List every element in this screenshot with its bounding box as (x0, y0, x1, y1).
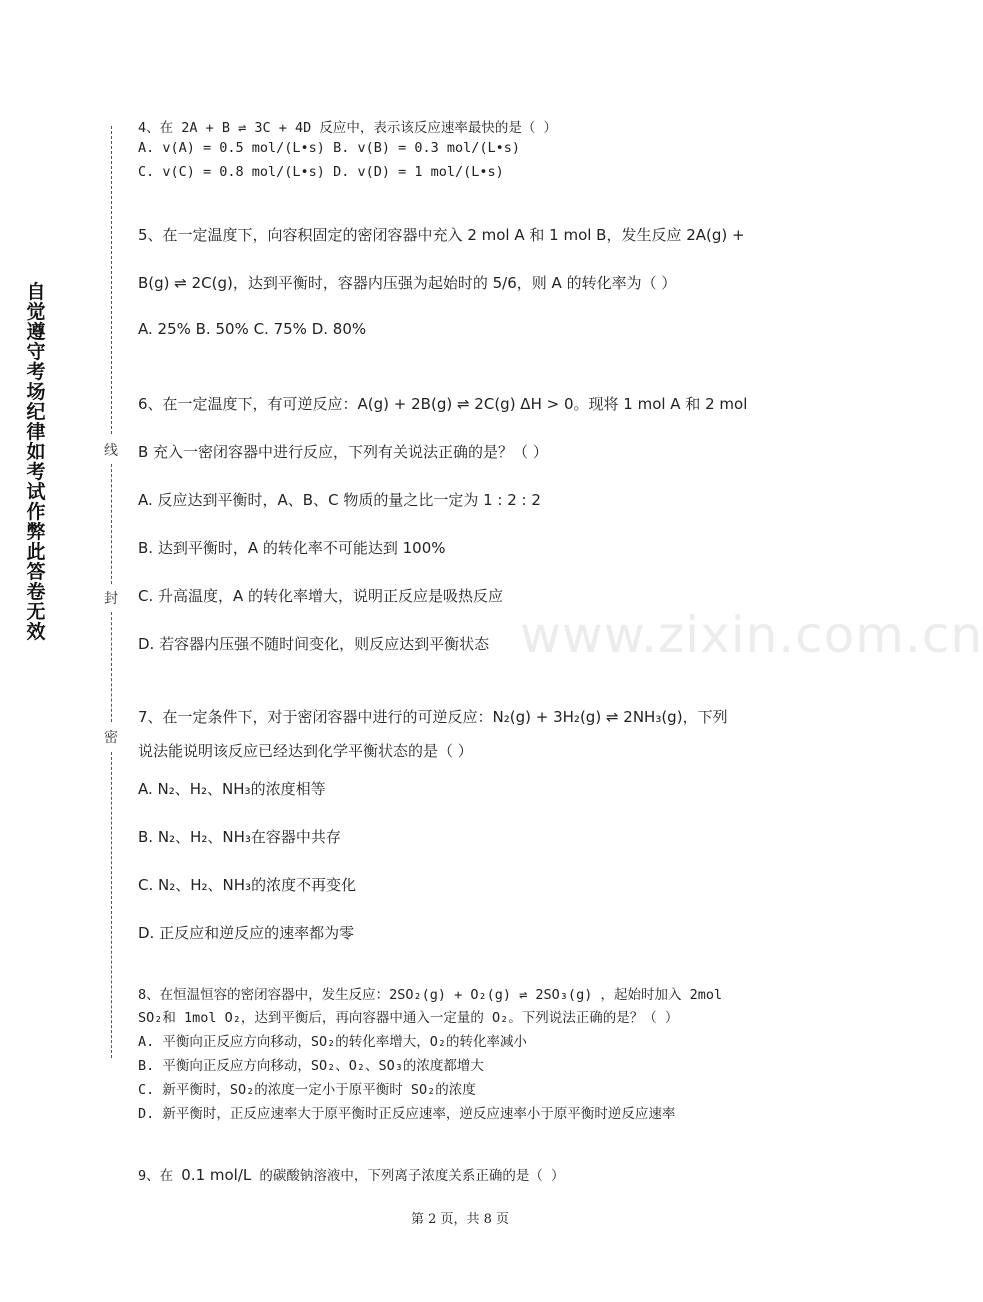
q7-stem-line1 (138, 706, 728, 727)
q7-option-c-species: C. N₂、H₂、NH₃ (138, 876, 252, 894)
q7-option-b-text: 在容器中共存 (250, 828, 341, 846)
binding-notice-char: 作 (26, 501, 46, 523)
binding-notice-char: 效 (26, 621, 46, 643)
q6-option-c: C. 升高温度，A 的转化率增大，说明正反应是吸热反应 (138, 587, 504, 605)
q8-option-b: B. 平衡向正反应方向移动，SO₂、O₂、SO₃的浓度都增大 (138, 1058, 484, 1074)
q7-option-c-text: 的浓度不再变化 (251, 876, 357, 894)
q7-option-a-text: 的浓度相等 (250, 780, 326, 798)
q6-stem-line1: 6、在一定温度下，有可逆反应：A(g) + 2B(g) ⇌ 2C(g) ΔH > 0。现将 1 mol A 和 2 mol (138, 395, 748, 413)
q7-option-a-species: A. N₂、H₂、NH₃ (138, 780, 251, 798)
binding-dashed-line (111, 612, 112, 722)
q6-option-b: B. 达到平衡时，A 的转化率不可能达到 100% (138, 539, 446, 557)
q8-stem-line2: SO₂和 1mol O₂，达到平衡后，再向容器中通入一定量的 O₂。下列说法正确的是？（ ） (138, 1010, 679, 1026)
binding-notice-char: 此 (26, 541, 46, 563)
q6-stem-line2: B 充入一密闭容器中进行反应，下列有关说法正确的是？（ ） (138, 443, 548, 461)
q7-option-b (138, 826, 341, 847)
q6-option-d: D. 若容器内压强不随时间变化，则反应达到平衡状态 (138, 635, 490, 653)
binding-notice-char: 自 (26, 281, 46, 303)
q9-stem-prefix: 9、在 (138, 1168, 182, 1184)
q4-options-ab: A. v(A) = 0.5 mol/(L•s) B. v(B) = 0.3 mol/(L•s) (138, 140, 521, 156)
q9-stem (138, 1164, 565, 1184)
seal-mark-secret: 密 (104, 730, 118, 746)
q7-stem-text: 7、在一定条件下，对于密闭容器中进行的可逆反应： (138, 708, 493, 726)
q8-option-c: C. 新平衡时，SO₂的浓度一定小于原平衡时 SO₂的浓度 (138, 1082, 476, 1098)
binding-notice-char: 守 (26, 341, 46, 363)
q7-option-a (138, 778, 326, 799)
binding-notice-char: 场 (26, 381, 46, 403)
watermark: www.zixin.com.cn (520, 606, 983, 664)
seal-mark-line: 线 (104, 443, 118, 459)
q4-stem: 4、在 2A + B ⇌ 3C + 4D 反应中，表示该反应速率最快的是（ ） (138, 120, 558, 136)
binding-notice-char: 觉 (26, 301, 46, 323)
q5-stem-line1: 5、在一定温度下，向容积固定的密闭容器中充入 2 mol A 和 1 mol B，发生反应 2A(g) + (138, 226, 745, 244)
binding-dashed-line (111, 126, 112, 434)
binding-notice-char: 如 (26, 441, 46, 463)
q9-concentration: 0.1 mol/L (181, 1166, 252, 1184)
binding-dashed-line (111, 464, 112, 584)
q7-option-b-species: B. N₂、H₂、NH₃ (138, 828, 251, 846)
q9-stem-text: 的碳酸钠溶液中，下列离子浓度关系正确的是（ ） (251, 1168, 565, 1184)
binding-notice-char: 纪 (26, 401, 46, 423)
q7-equation: N₂(g) + 3H₂(g) ⇌ 2NH₃(g) (492, 708, 683, 726)
q8-stem-line1: 8、在恒温恒容的密闭容器中，发生反应：2SO₂(g) + O₂(g) ⇌ 2SO₃(g) ，起始时加入 2mol (138, 987, 723, 1003)
binding-notice-char: 遵 (26, 321, 46, 343)
binding-notice-char: 考 (26, 361, 46, 383)
q7-option-d: D. 正反应和逆反应的速率都为零 (138, 924, 355, 942)
binding-notice-char: 无 (26, 601, 46, 623)
binding-notice-char: 考 (26, 461, 46, 483)
q6-option-a: A. 反应达到平衡时，A、B、C 物质的量之比一定为 1 : 2 : 2 (138, 491, 541, 509)
q5-stem-line2: B(g) ⇌ 2C(g)，达到平衡时，容器内压强为起始时的 5/6，则 A 的转化率为（ ） (138, 274, 677, 292)
binding-notice-char: 试 (26, 481, 46, 503)
q4-options-cd: C. v(C) = 0.8 mol/(L•s) D. v(D) = 1 mol/(L•s) (138, 164, 504, 180)
q5-options: A. 25% B. 50% C. 75% D. 80% (138, 320, 367, 338)
binding-dashed-line (111, 752, 112, 1058)
q8-option-d: D. 新平衡时，正反应速率大于原平衡时正反应速率，逆反应速率小于原平衡时逆反应速率 (138, 1106, 676, 1122)
binding-notice-char: 弊 (26, 521, 46, 543)
seal-mark-seal: 封 (104, 591, 118, 607)
q7-stem-line2: 说法能说明该反应已经达到化学平衡状态的是（ ） (138, 742, 473, 760)
q8-option-a: A. 平衡向正反应方向移动，SO₂的转化率增大，O₂的转化率减小 (138, 1034, 528, 1050)
binding-notice-char: 卷 (26, 581, 46, 603)
page-number: 第 2 页，共 8 页 (410, 1212, 510, 1227)
q7-option-c (138, 874, 356, 895)
binding-notice (22, 282, 50, 642)
binding-notice-char: 答 (26, 561, 46, 583)
binding-notice-char: 律 (26, 421, 46, 443)
q7-stem-tail: ，下列 (682, 708, 728, 726)
